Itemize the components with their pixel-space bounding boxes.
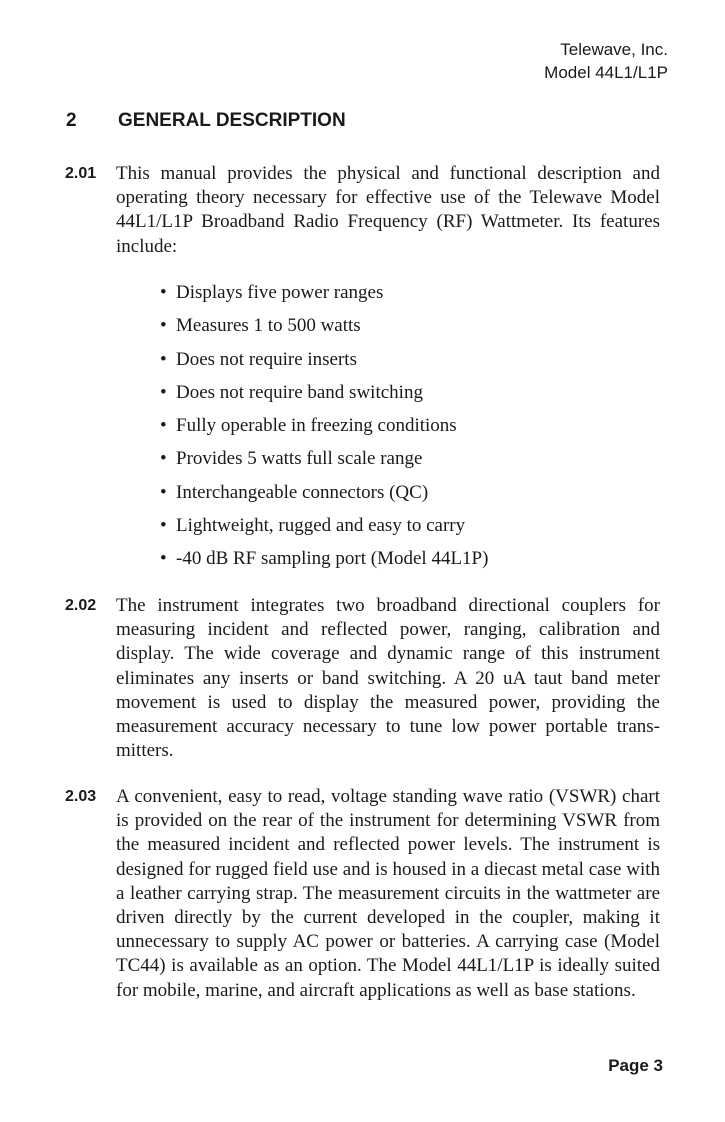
paragraph-text: This manual provides the physical and functional description and operating theory necessary for effective use of the Telewave Model 44L1/L1P Broadband Radio Frequency (RF) Wattmeter. Its features include: [116,163,660,257]
list-item-text: -40 dB RF sampling port (Model 44L1P) [176,548,489,570]
paragraph-2-01 [65,162,660,259]
paragraph-number: 2.01 [65,165,97,182]
list-item [160,547,488,580]
page-number: Page 3 [608,1056,663,1075]
paragraph-2-03 [65,785,660,1003]
section-heading [66,109,346,133]
list-item [160,447,488,480]
list-item [160,514,488,547]
list-item-text: Interchangeable connectors (QC) [176,481,429,503]
header-company: Telewave, Inc. [560,40,668,59]
bullet-icon: • [160,515,167,537]
bullet-icon: • [160,348,167,370]
list-item [160,481,488,514]
bullet-icon: • [160,282,167,303]
section-title: GENERAL DESCRIPTION [118,110,346,131]
list-item [160,414,488,447]
bullet-icon: • [160,448,167,470]
paragraph-text: A convenient, easy to read, voltage standing wave ratio (VSWR) chart is provided on the rear of the instrument for determining VSWR from the measured incident and reflected power levels. The instrument is designed for rugged field use and is housed in a diecast metal case with a leather carrying strap. The measurement circuits in the wattmeter are driven directly by the current developed in the coupler, making it unnecessary to supply AC power or batteries. A carrying case (Model TC44) is available as an option. The Model 44L1/L1P is ideally suited for mobile, marine, and aircraft applications as well as base stations. [116,786,660,1001]
header-model: Model 44L1/L1P [544,63,668,82]
list-item [160,281,488,314]
paragraph-text: The instrument integrates two broadband directional couplers for measuring incident and reflected power, ranging, calibration and display. The wide coverage and dynamic range of this instrument eliminates any inserts or band switching. A 20 uA taut band meter movement is used to display the measured power, providing the measurement accuracy necessary to tune low power portable transmitters. [116,595,660,762]
list-item-text: Displays five power ranges [176,282,384,303]
list-item [160,314,488,347]
paragraph-number: 2.02 [65,597,97,614]
list-item-text: Does not require band switching [176,381,423,403]
section-number: 2 [66,110,77,131]
page-header [544,38,668,84]
feature-list [160,281,488,581]
bullet-icon: • [160,481,167,503]
paragraph-number: 2.03 [65,788,97,805]
list-item [160,348,488,381]
bullet-icon: • [160,315,167,337]
list-item-text: Lightweight, rugged and easy to carry [176,515,466,537]
bullet-icon: • [160,415,167,437]
list-item-text: Does not require inserts [176,348,357,370]
list-item-text: Fully operable in freezing conditions [176,415,457,437]
paragraph-2-02 [65,594,660,763]
list-item-text: Provides 5 watts full scale range [176,448,423,470]
list-item-text: Measures 1 to 500 watts [176,315,361,337]
bullet-icon: • [160,381,167,403]
list-item [160,381,488,414]
bullet-icon: • [160,548,167,570]
